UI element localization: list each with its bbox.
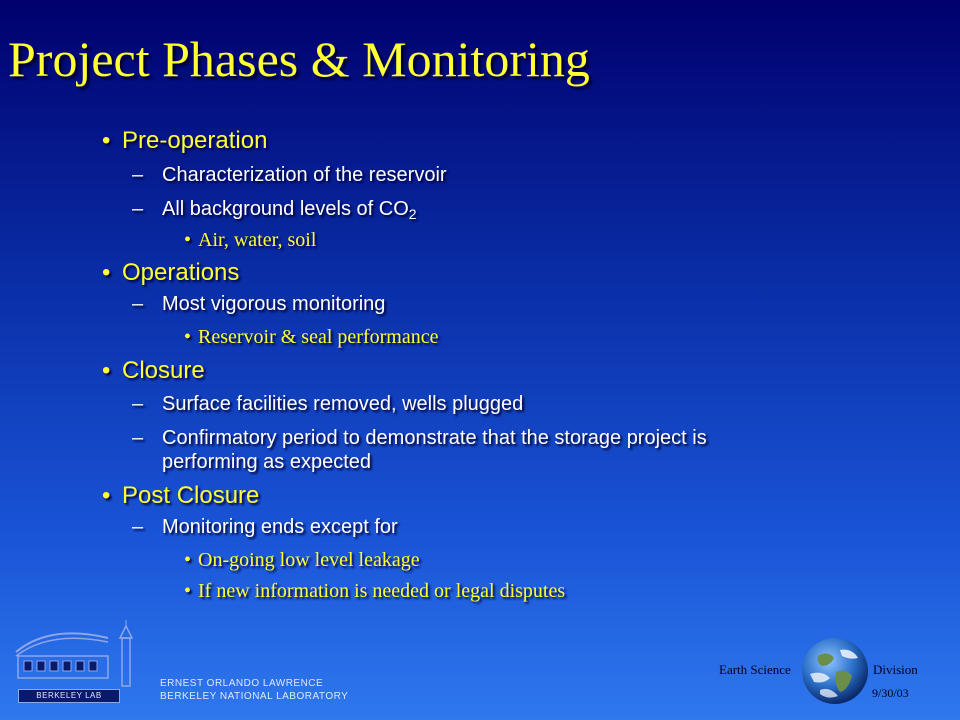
sub-item (132, 198, 417, 222)
detail-item-text: On-going low level leakage (198, 549, 420, 571)
detail-item-text: If new information is needed or legal disputes (198, 580, 566, 602)
berkeley-lab-badge: BERKELEY LAB (18, 689, 120, 703)
heading-text: Closure (122, 357, 205, 384)
heading-text: Post Closure (122, 482, 260, 509)
bullet-icon: • (184, 580, 192, 602)
detail-item-text: Air, water, soil (198, 229, 317, 251)
subscript-2: 2 (408, 206, 417, 222)
dash-icon: – (132, 516, 144, 538)
sub-item-text: Most vigorous monitoring (162, 293, 386, 315)
berkeley-lab-building-logo (10, 618, 140, 694)
sub-item (132, 427, 707, 450)
dash-icon: – (132, 427, 144, 449)
sub-item (132, 516, 398, 539)
section-heading-closure (102, 357, 205, 385)
bullet-icon: • (102, 357, 111, 384)
dash-icon: – (132, 198, 144, 220)
bullet-icon: • (184, 326, 192, 348)
earth-science-label: Earth Science (719, 662, 791, 677)
sub-item-text: performing as expected (162, 451, 372, 473)
detail-item (184, 549, 420, 572)
slide-date: 9/30/03 (872, 686, 909, 700)
sub-item-continuation (162, 451, 371, 474)
dash-icon: – (132, 293, 144, 315)
sub-item-text: Surface facilities removed, wells plugged (162, 393, 524, 415)
bullet-icon: • (102, 127, 111, 154)
sub-item-text: Characterization of the reservoir (162, 164, 447, 186)
sub-item-text: Confirmatory period to demonstrate that the storage project is (162, 427, 707, 449)
division-label: Division (873, 662, 918, 677)
lab-name (160, 677, 348, 703)
bullet-icon: • (184, 229, 192, 251)
sub-item-text: Monitoring ends except for (162, 516, 398, 538)
detail-item (184, 326, 439, 349)
lab-name-line2: BERKELEY NATIONAL LABORATORY (160, 691, 349, 702)
bullet-icon: • (102, 482, 111, 509)
section-heading-post-closure (102, 482, 260, 510)
sub-item (132, 393, 524, 416)
bullet-icon: • (184, 549, 192, 571)
slide-title: Project Phases & Monitoring (8, 31, 590, 87)
dash-icon: – (132, 164, 144, 186)
lab-name-line1: ERNEST ORLANDO LAWRENCE (160, 678, 324, 689)
section-heading-operations (102, 259, 240, 287)
sub-item (132, 293, 386, 316)
detail-item (184, 229, 317, 252)
heading-text: Operations (122, 259, 240, 286)
detail-item-text: Reservoir & seal performance (198, 326, 439, 348)
detail-item (184, 580, 566, 603)
dash-icon: – (132, 393, 144, 415)
sub-item-text: All background levels of CO (162, 198, 409, 220)
sub-item (132, 164, 447, 187)
bullet-icon: • (102, 259, 111, 286)
earth-globe-icon (800, 636, 870, 706)
heading-text: Pre-operation (122, 127, 268, 154)
section-heading-pre-operation (102, 127, 268, 155)
